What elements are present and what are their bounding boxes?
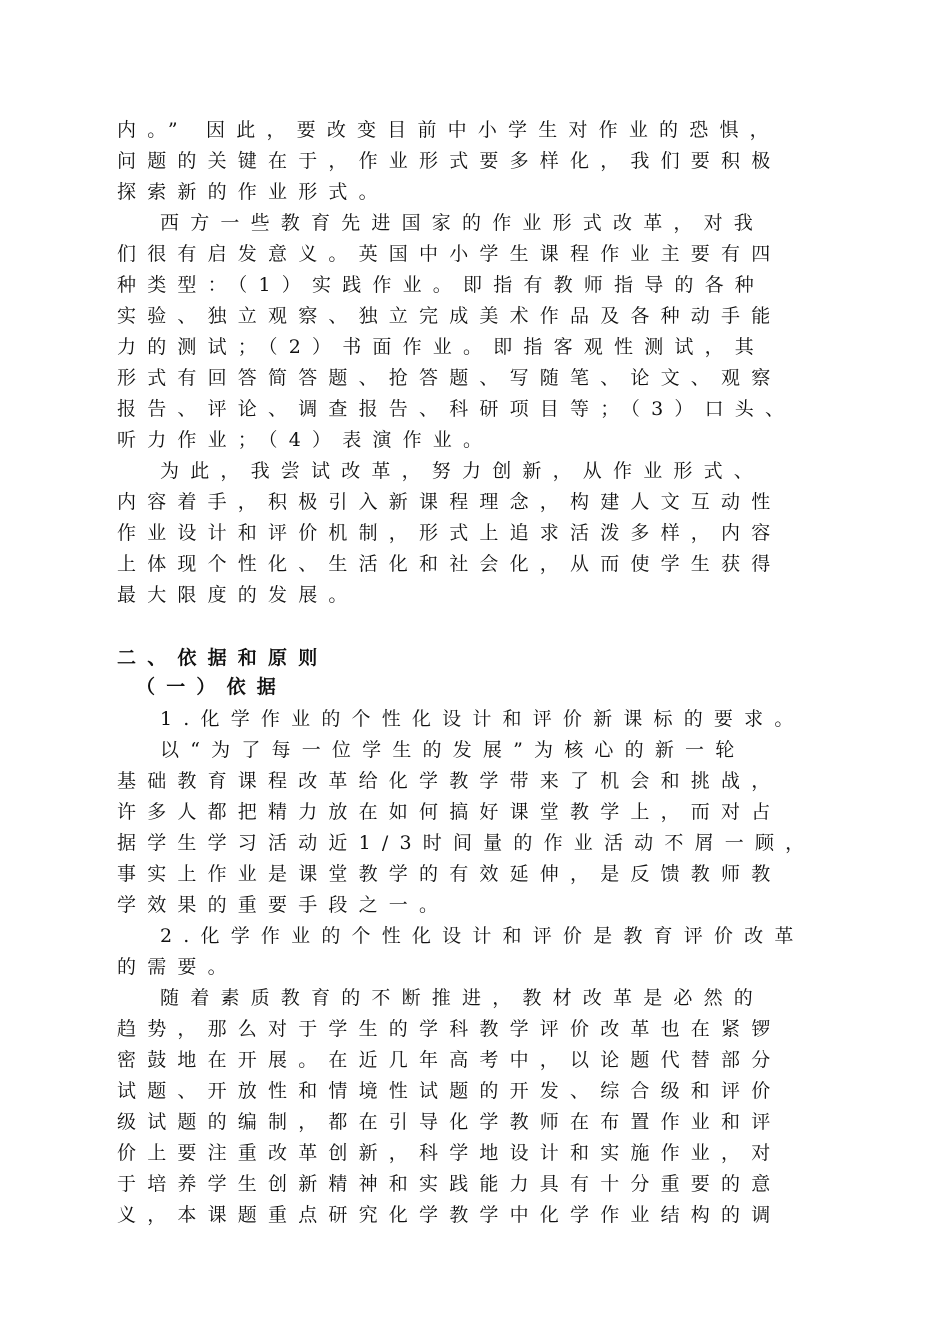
paragraph-line: 探索新的作业形式。	[117, 181, 389, 203]
numbered-item: 1.化学作业的个性化设计和评价新课标的要求。	[160, 708, 805, 730]
paragraph-line: 内容着手，积极引入新课程理念，构建人文互动性	[117, 491, 782, 513]
subsection-heading: （一）依据	[136, 676, 288, 698]
paragraph-line: 内。” 因此，要改变目前中小学生对作业的恐惧，	[117, 119, 780, 141]
paragraph-line: 形式有回答简答题、抢答题、写随笔、论文、观察	[117, 367, 782, 389]
paragraph-line: 于培养学生创新精神和实践能力具有十分重要的意	[117, 1173, 782, 1195]
paragraph-line: 们很有启发意义。英国中小学生课程作业主要有四	[117, 243, 782, 265]
paragraph-line: 听力作业；（4）表演作业。	[117, 429, 494, 451]
paragraph-line: 密鼓地在开展。在近几年高考中，以论题代替部分	[117, 1049, 782, 1071]
paragraph-line: 趋势，那么对于学生的学科教学评价改革也在紧锣	[117, 1018, 782, 1040]
paragraph-line: 西方一些教育先进国家的作业形式改革，对我	[160, 212, 765, 234]
paragraph-line: 报告、评论、调查报告、科研项目等；（3）口头、	[117, 398, 796, 420]
paragraph-line: 上体现个性化、生活化和社会化，从而使学生获得	[117, 553, 782, 575]
paragraph-line: 学效果的重要手段之一。	[117, 894, 450, 916]
paragraph-line: 许多人都把精力放在如何搞好课堂教学上，而对占	[117, 801, 782, 823]
paragraph-line: 的需要。	[117, 956, 238, 978]
section-heading: 二、依据和原则	[117, 647, 329, 669]
paragraph-line: 最大限度的发展。	[117, 584, 359, 606]
paragraph-line: 基础教育课程改革给化学教学带来了机会和挑战，	[117, 770, 782, 792]
paragraph-line: 义，本课题重点研究化学教学中化学作业结构的调	[117, 1204, 782, 1226]
paragraph-line: 问题的关键在于，作业形式要多样化，我们要积极	[117, 150, 782, 172]
paragraph-line: 事实上作业是课堂教学的有效延伸，是反馈教师教	[117, 863, 782, 885]
paragraph-line: 级试题的编制，都在引导化学教师在布置作业和评	[117, 1111, 782, 1133]
paragraph-line: 种类型：（1）实践作业。即指有教师指导的各种	[117, 274, 765, 296]
numbered-item: 2.化学作业的个性化设计和评价是教育评价改革	[160, 925, 805, 947]
paragraph-line: 价上要注重改革创新，科学地设计和实施作业，对	[117, 1142, 782, 1164]
paragraph-line: 随着素质教育的不断推进，教材改革是必然的	[160, 987, 765, 1009]
paragraph-line: 为此，我尝试改革，努力创新，从作业形式、	[160, 460, 765, 482]
paragraph-line: 试题、开放性和情境性试题的开发、综合级和评价	[117, 1080, 782, 1102]
paragraph-line: 作业设计和评价机制，形式上追求活泼多样，内容	[117, 522, 782, 544]
paragraph-line: 据学生学习活动近1/3时间量的作业活动不屑一顾，	[117, 832, 816, 854]
paragraph-line: 实验、独立观察、独立完成美术作品及各种动手能	[117, 305, 782, 327]
paragraph-line: 力的测试；（2）书面作业。即指客观性测试，其	[117, 336, 765, 358]
paragraph-line: 以“为了每一位学生的发展”为核心的新一轮	[160, 739, 746, 761]
